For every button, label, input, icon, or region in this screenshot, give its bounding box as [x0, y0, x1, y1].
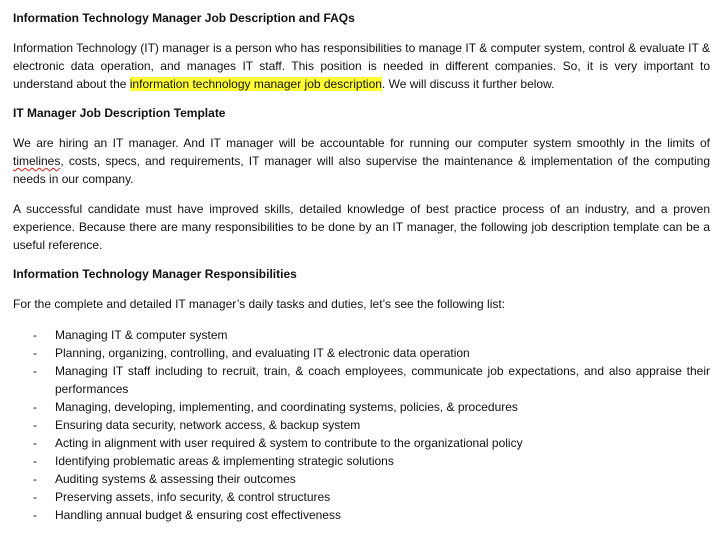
list-item-text: Managing, developing, implementing, and coordinating systems, policies, & procedures [55, 400, 518, 414]
dash-bullet-marker: - [33, 418, 37, 432]
list-item [13, 398, 710, 416]
dash-bullet-marker: - [33, 346, 37, 360]
list-item-text: Auditing systems & assessing their outcomes [55, 472, 296, 486]
spellcheck-flagged-word: timelines [13, 154, 61, 168]
dash-bullet-marker: - [33, 436, 37, 450]
list-item-text: Managing IT & computer system [55, 328, 228, 342]
list-item-text: Acting in alignment with user required & system to contribute to the organizational policy [55, 436, 523, 450]
dash-bullet-marker: - [33, 508, 37, 522]
template-heading: IT Manager Job Description Template [13, 106, 226, 120]
list-item [13, 470, 710, 488]
dash-bullet-marker: - [33, 472, 37, 486]
document-title: Information Technology Manager Job Description and FAQs [13, 11, 355, 25]
list-item-text: Planning, organizing, controlling, and evaluating IT & electronic data operation [55, 346, 470, 360]
highlighted-keyword: information technology manager job description [129, 77, 382, 91]
intro-text-end: . We will discuss it further below. [381, 77, 555, 91]
hiring-text-end: , costs, specs, and requirements, IT manager will also supervise the maintenance & implementation of the computing needs in our company. [13, 154, 710, 186]
dash-bullet-marker: - [33, 364, 37, 378]
dash-bullet-marker: - [33, 490, 37, 504]
list-item [13, 452, 710, 470]
candidate-paragraph: A successful candidate must have improved skills, detailed knowledge of best practice process of an industry, and a proven experience. Because there are many responsibilities to be done by an IT manager, the following job description template can be a useful reference. [13, 202, 710, 252]
dash-bullet-marker: - [33, 400, 37, 414]
hiring-text-start: We are hiring an IT manager. And IT manager will be accountable for running our computer system smoothly in the limits of [13, 136, 710, 150]
list-item [13, 326, 710, 344]
list-item [13, 344, 710, 362]
intro-paragraph [13, 39, 710, 93]
list-item-text: Managing IT staff including to recruit, train, & coach employees, communicate job expectations, and also appraise their performances [55, 364, 710, 396]
list-item-text: Identifying problematic areas & implementing strategic solutions [55, 454, 394, 468]
intro-text-start: Information Technology (IT) manager is a person who has responsibilities to manage IT & computer system, control & evaluate IT & electronic data operation, and manages IT staff. This position is needed in different companies. So, it is very important to understand about the [13, 41, 710, 91]
responsibilities-list [13, 326, 710, 524]
list-item-text: Preserving assets, info security, & control structures [55, 490, 331, 504]
dash-bullet-marker: - [33, 328, 37, 342]
responsibilities-heading: Information Technology Manager Responsibilities [13, 267, 297, 281]
list-item [13, 362, 710, 398]
list-item-text: Handling annual budget & ensuring cost effectiveness [55, 508, 341, 522]
list-item [13, 434, 710, 452]
list-intro: For the complete and detailed IT manager’s daily tasks and duties, let’s see the following list: [13, 297, 506, 311]
list-item [13, 506, 710, 524]
list-item-text: Ensuring data security, network access, & backup system [55, 418, 361, 432]
dash-bullet-marker: - [33, 454, 37, 468]
list-item [13, 416, 710, 434]
hiring-paragraph [13, 134, 710, 188]
list-item [13, 488, 710, 506]
